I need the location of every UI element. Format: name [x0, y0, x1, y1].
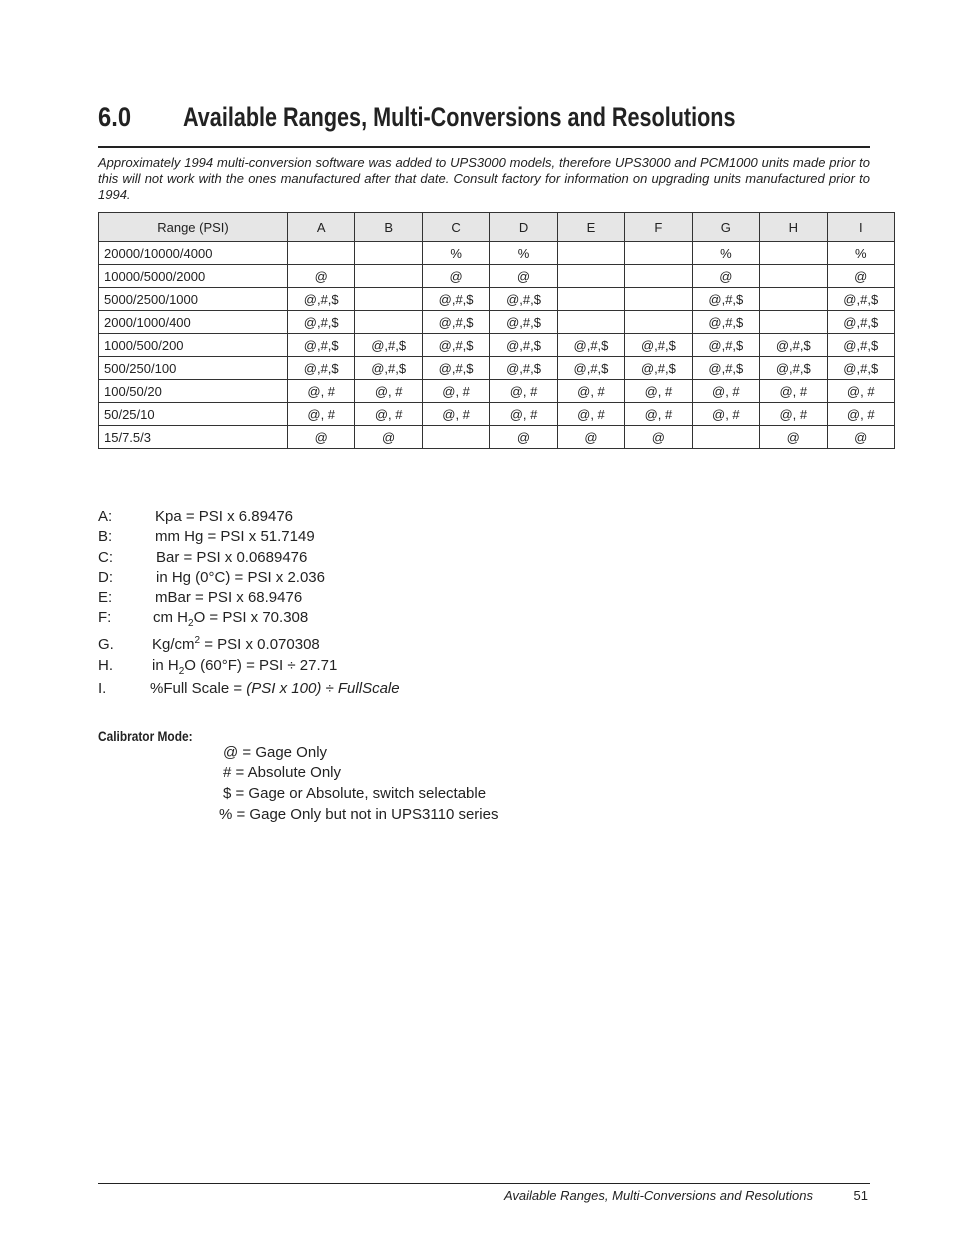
table-cell	[557, 288, 624, 311]
table-cell: @, #	[422, 403, 489, 426]
table-cell: @	[288, 265, 355, 288]
column-header-c: C	[422, 213, 489, 242]
range-cell: 2000/1000/400	[99, 311, 288, 334]
table-cell	[355, 265, 422, 288]
conversion-f	[98, 609, 308, 629]
formula-subscript: 2	[178, 666, 185, 677]
table-cell	[760, 288, 827, 311]
table-row	[99, 242, 895, 265]
column-header-e: E	[557, 213, 624, 242]
table-cell: @,#,$	[288, 357, 355, 380]
table-cell: @,#,$	[827, 357, 895, 380]
table-cell: @, #	[827, 403, 895, 426]
conversion-c	[98, 549, 307, 566]
conversion-b	[98, 528, 315, 545]
table-cell: @,#,$	[355, 334, 422, 357]
table-cell	[760, 265, 827, 288]
range-cell: 50/25/10	[99, 403, 288, 426]
table-cell	[355, 288, 422, 311]
conversion-formula: Kpa = PSI x 6.89476	[155, 508, 294, 525]
range-cell: 5000/2500/1000	[99, 288, 288, 311]
conversion-i	[98, 680, 400, 697]
formula-part: cm H	[153, 609, 188, 626]
conversion-formula	[152, 657, 338, 677]
table-cell: @	[355, 426, 422, 449]
footer-rule	[98, 1183, 870, 1184]
column-header-f: F	[625, 213, 692, 242]
table-cell	[557, 311, 624, 334]
conversion-label: E:	[98, 589, 113, 606]
table-cell: @,#,$	[422, 357, 489, 380]
table-cell: @,#,$	[625, 357, 692, 380]
table-cell: @,#,$	[422, 288, 489, 311]
table-row	[99, 265, 895, 288]
table-cell: @,#,$	[692, 357, 759, 380]
table-cell: @	[827, 426, 895, 449]
table-cell	[355, 242, 422, 265]
table-cell: @,#,$	[288, 288, 355, 311]
table-cell	[625, 265, 692, 288]
footer-title: Available Ranges, Multi-Conversions and Resolutions	[503, 1188, 813, 1203]
range-cell: 10000/5000/2000	[99, 265, 288, 288]
section-title: Available Ranges, Multi-Conversions and Resolutions	[183, 102, 736, 132]
table-row	[99, 288, 895, 311]
formula-part: %Full Scale =	[150, 680, 247, 697]
legend-absolute-only: # = Absolute Only	[223, 764, 341, 781]
formula-subscript: 2	[188, 618, 194, 629]
table-cell: @,#,$	[490, 288, 557, 311]
table-cell	[557, 265, 624, 288]
table-cell: @, #	[490, 380, 557, 403]
table-cell: @	[422, 265, 489, 288]
section-heading	[98, 100, 870, 148]
table-cell: %	[692, 242, 759, 265]
conversion-label: B:	[98, 528, 113, 545]
formula-part: Kg/cm	[152, 636, 195, 653]
table-cell	[625, 311, 692, 334]
table-cell: @, #	[422, 380, 489, 403]
table-cell: @,#,$	[692, 311, 759, 334]
formula-part: O = PSI x 70.308	[193, 609, 309, 626]
table-cell: @,#,$	[692, 288, 759, 311]
table-cell: @,#,$	[827, 311, 895, 334]
table-cell: @, #	[557, 380, 624, 403]
table-cell: @,#,$	[355, 357, 422, 380]
table-cell: @,#,$	[557, 334, 624, 357]
table-row	[99, 311, 895, 334]
calibrator-mode-heading: Calibrator Mode:	[98, 728, 193, 744]
table-cell: @	[490, 265, 557, 288]
conversion-label: A:	[98, 508, 113, 525]
conversion-formula	[150, 680, 400, 697]
formula-part: O (60°F) = PSI ÷ 27.71	[184, 657, 338, 674]
conversion-label: I.	[98, 680, 107, 697]
table-cell: %	[490, 242, 557, 265]
range-cell: 500/250/100	[99, 357, 288, 380]
table-cell: @,#,$	[490, 311, 557, 334]
table-cell: @, #	[625, 380, 692, 403]
column-header-a: A	[288, 213, 355, 242]
table-cell: @	[760, 426, 827, 449]
table-cell	[760, 242, 827, 265]
conversion-h	[98, 657, 337, 677]
range-cell: 15/7.5/3	[99, 426, 288, 449]
table-row	[99, 334, 895, 357]
ranges-table	[98, 212, 895, 449]
table-body	[99, 242, 895, 449]
table-cell: @,#,$	[288, 334, 355, 357]
table-cell: @,#,$	[827, 288, 895, 311]
column-header-h: H	[760, 213, 827, 242]
table-cell	[625, 288, 692, 311]
conversion-formula	[153, 609, 309, 629]
table-cell: @,#,$	[288, 311, 355, 334]
table-header-row	[99, 213, 895, 242]
table-cell	[355, 311, 422, 334]
conversion-label: D:	[98, 569, 113, 586]
conversion-formula: in Hg (0°C) = PSI x 2.036	[156, 569, 325, 586]
column-header-i: I	[827, 213, 895, 242]
conversion-d	[98, 569, 325, 586]
conversion-label: C:	[98, 549, 113, 566]
table-cell: @	[288, 426, 355, 449]
legend-switch-selectable: $ = Gage or Absolute, switch selectable	[223, 785, 487, 802]
intro-paragraph: Approximately 1994 multi-conversion software was added to UPS3000 models, therefore UPS3000 and PCM1000 units made prior to this will not work with the ones manufactured after that date. Consult factory for information on upgrading units manufactured prior to 1994.	[98, 155, 870, 202]
table-cell: @,#,$	[557, 357, 624, 380]
table-cell: @, #	[557, 403, 624, 426]
table-cell: @,#,$	[760, 357, 827, 380]
conversion-g	[98, 635, 320, 653]
formula-part: = PSI x 0.070308	[200, 636, 320, 653]
table-cell: %	[422, 242, 489, 265]
formula-part: in H	[152, 657, 179, 674]
table-cell: @,#,$	[490, 334, 557, 357]
conversion-formula	[152, 636, 320, 653]
table-cell: @, #	[692, 403, 759, 426]
table-cell: @, #	[625, 403, 692, 426]
conversion-e	[98, 589, 302, 606]
table-cell: @,#,$	[760, 334, 827, 357]
conversion-label: H.	[98, 657, 113, 674]
table-cell: @,#,$	[490, 357, 557, 380]
table-cell: @, #	[355, 403, 422, 426]
conversion-a	[98, 508, 293, 525]
conversion-formula: mBar = PSI x 68.9476	[155, 589, 303, 606]
formula-italic: (PSI x 100) ÷ FullScale	[246, 680, 400, 697]
table-cell	[422, 426, 489, 449]
section-number: 6.0	[98, 102, 132, 132]
table-cell	[288, 242, 355, 265]
table-cell: @, #	[692, 380, 759, 403]
column-header-range: Range (PSI)	[99, 213, 288, 242]
table-cell: @	[490, 426, 557, 449]
table-row	[99, 380, 895, 403]
table-cell	[625, 242, 692, 265]
table-cell: @	[557, 426, 624, 449]
table-cell	[692, 426, 759, 449]
table-cell: %	[827, 242, 895, 265]
range-cell: 100/50/20	[99, 380, 288, 403]
legend-not-ups3110: % = Gage Only but not in UPS3110 series	[219, 806, 499, 823]
column-header-b: B	[355, 213, 422, 242]
table-cell: @	[692, 265, 759, 288]
table-cell: @, #	[760, 403, 827, 426]
table-row	[99, 403, 895, 426]
range-cell: 1000/500/200	[99, 334, 288, 357]
table-cell: @,#,$	[625, 334, 692, 357]
table-cell: @, #	[827, 380, 895, 403]
table-row	[99, 357, 895, 380]
table-cell: @,#,$	[422, 334, 489, 357]
table-cell: @,#,$	[422, 311, 489, 334]
table-cell: @, #	[288, 380, 355, 403]
table-cell: @	[827, 265, 895, 288]
conversion-formula: Bar = PSI x 0.0689476	[156, 549, 308, 566]
range-cell: 20000/10000/4000	[99, 242, 288, 265]
table-cell: @, #	[355, 380, 422, 403]
table-cell: @,#,$	[827, 334, 895, 357]
conversion-label: F:	[98, 609, 112, 626]
table-cell: @	[625, 426, 692, 449]
table-cell: @, #	[760, 380, 827, 403]
page-number: 51	[853, 1188, 868, 1203]
table-cell	[557, 242, 624, 265]
formula-superscript: 2	[194, 635, 201, 646]
table-row	[99, 426, 895, 449]
table-cell	[760, 311, 827, 334]
conversion-formula: mm Hg = PSI x 51.7149	[155, 528, 315, 545]
legend-gage-only: @ = Gage Only	[223, 744, 328, 761]
column-header-g: G	[692, 213, 759, 242]
conversion-label: G.	[98, 636, 114, 653]
table-cell: @, #	[490, 403, 557, 426]
column-header-d: D	[490, 213, 557, 242]
table-cell: @,#,$	[692, 334, 759, 357]
table-cell: @, #	[288, 403, 355, 426]
